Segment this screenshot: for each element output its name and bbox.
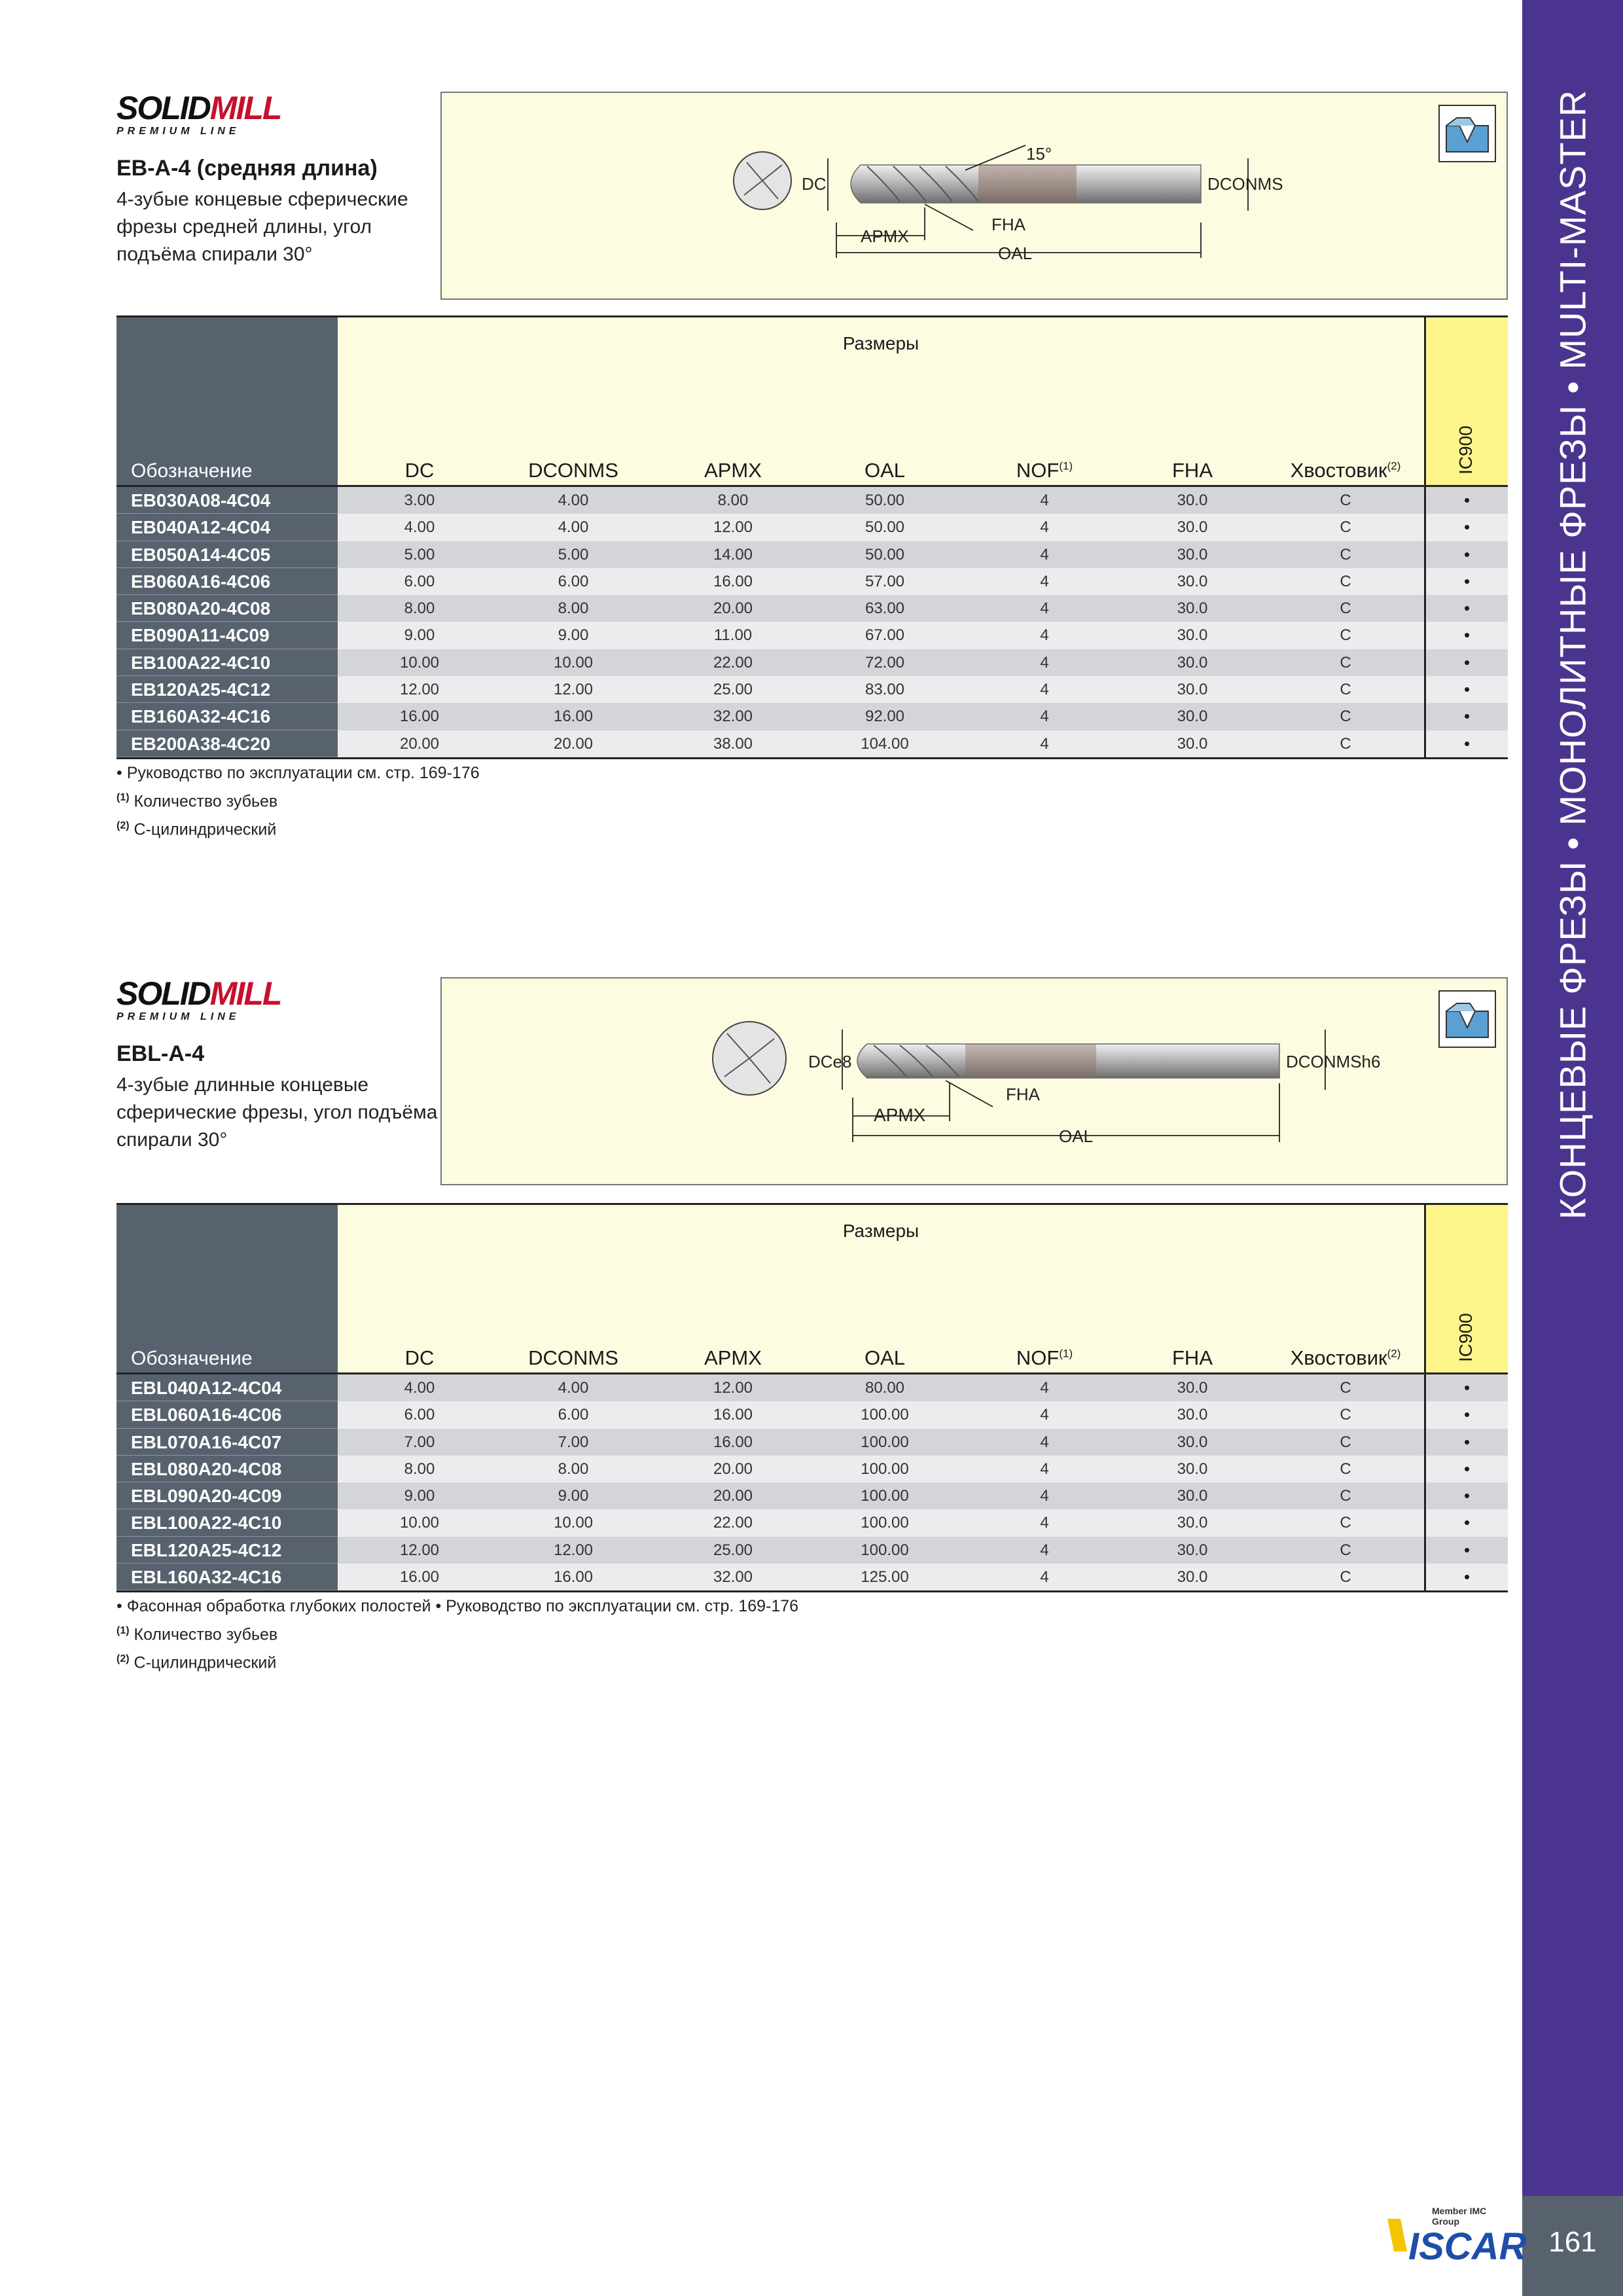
table-row [116,487,1508,514]
page-number-box [1522,2196,1623,2296]
value-cell: 12.00 [713,518,753,537]
value-cell: 6.00 [404,572,435,590]
value-cell: 30.0 [1177,1514,1208,1532]
dimensions-table [116,1203,1508,1592]
dim-dconms: DCONMS [1207,174,1283,194]
value-cell: C [1340,1460,1351,1478]
dim-apmx: APMX [874,1105,926,1125]
value-cell: 30.0 [1177,1541,1208,1559]
value-cell: C [1340,600,1351,618]
dimensions-table [116,315,1508,759]
value-cell: 16.00 [553,708,594,726]
value-cell: 30.0 [1177,545,1208,564]
value-cell: 20.00 [713,1487,753,1505]
availability-cell: • [1424,1429,1508,1456]
value-cell: 100.00 [861,1460,909,1478]
value-cell: 72.00 [865,653,905,672]
table-row [116,1401,1508,1428]
availability-cell: • [1424,514,1508,541]
value-cell: 100.00 [861,1433,909,1451]
value-cell: 4 [1040,734,1049,753]
group-label: Размеры [842,333,919,353]
value-cell: C [1340,518,1351,537]
availability-cell: • [1424,541,1508,568]
table-row [116,1537,1508,1564]
availability-cell: • [1424,595,1508,622]
value-cell: 9.00 [558,1487,589,1505]
designation-cell: EBL160A32-4C16 [116,1564,338,1590]
value-cell: 5.00 [558,545,589,564]
value-cell: 38.00 [713,734,753,753]
value-cell: C [1340,681,1351,699]
value-cell: 9.00 [404,1487,435,1505]
value-cell: 30.0 [1177,600,1208,618]
value-cell: 4.00 [404,1379,435,1397]
availability-cell: • [1424,1374,1508,1401]
value-cell: C [1340,1487,1351,1505]
table-row [116,1564,1508,1590]
value-cell: 20.00 [553,734,594,753]
value-cell: 11.00 [713,626,753,645]
value-cell: 30.0 [1177,1379,1208,1397]
sidebar-category-text: КОНЦЕВЫЕ ФРЕЗЫ • МОНОЛИТНЫЕ ФРЕЗЫ • MULTI-MASTER [1552,89,1594,1220]
value-cell: 3.00 [404,492,435,509]
dim-oal: OAL [998,243,1033,263]
dim-oal: OAL [1059,1126,1094,1146]
value-cell: 50.00 [865,518,905,537]
value-cell: 30.0 [1177,1568,1208,1587]
availability-cell: • [1424,487,1508,514]
designation-cell: EB160A32-4C16 [116,703,338,730]
notes: • Руководство по эксплуатации см. стр. 169-176 $^{(1)}$ Количество зубьев $^{(2)}$ C-цилиндрический [116,764,480,839]
availability-cell: • [1424,1509,1508,1536]
value-cell: 16.00 [713,1406,753,1424]
value-cell: 4.00 [558,1379,589,1397]
col-fha: FHA [1172,1346,1213,1369]
solidmill-logo: SOLIDMILL PREMIUM LINE [116,90,281,137]
value-cell: 30.0 [1177,572,1208,590]
grade-label: IC900 [1455,425,1476,475]
value-cell: 4 [1040,600,1049,618]
dim-angle: 15° [1026,144,1052,164]
col-oal: OAL [864,459,906,482]
value-cell: 83.00 [865,681,905,699]
col-dc: DC [404,1346,435,1369]
dim-dconms: DCONMSh6 [1286,1052,1381,1071]
value-cell: 6.00 [558,572,589,590]
value-cell: 12.00 [713,1379,753,1397]
value-cell: 80.00 [865,1379,905,1397]
table-header: Обозначение Размеры DC DCONMS APMX OAL NOF$^{(1)}$ FHA Хвостовик$^{(2)}$ IC900 [116,1203,1508,1374]
value-cell: 4 [1040,518,1049,537]
value-cell: 6.00 [404,1406,435,1424]
value-cell: 32.00 [713,708,753,726]
value-cell: 20.00 [399,734,440,753]
availability-cell: • [1424,1564,1508,1590]
value-cell: 14.00 [713,545,753,564]
value-cell: 30.0 [1177,681,1208,699]
value-cell: 30.0 [1177,518,1208,537]
value-cell: 22.00 [713,653,753,672]
col-dconms: DCONMS [528,459,618,482]
value-cell: C [1340,1379,1351,1397]
table-row [116,622,1508,649]
value-cell: 4 [1040,1460,1049,1478]
value-cell: 4 [1040,572,1049,590]
table-row [116,703,1508,730]
col-apmx: APMX [704,1346,762,1369]
col-apmx: APMX [704,459,762,482]
table-row [116,1509,1508,1536]
dim-fha: FHA [991,215,1026,234]
designation-cell: EBL120A25-4C12 [116,1537,338,1564]
value-cell: 12.00 [399,681,440,699]
value-cell: 4 [1040,545,1049,564]
value-cell: 4 [1040,626,1049,645]
availability-cell: • [1424,1456,1508,1482]
value-cell: 32.00 [713,1568,753,1587]
value-cell: 4 [1040,681,1049,699]
value-cell: 50.00 [865,492,905,509]
value-cell: 25.00 [713,1541,753,1559]
value-cell: 63.00 [865,600,905,618]
col-oal: OAL [864,1346,906,1369]
value-cell: 50.00 [865,545,905,564]
table-row [116,1429,1508,1456]
value-cell: 8.00 [404,1460,435,1478]
value-cell: C [1340,545,1351,564]
value-cell: 16.00 [713,572,753,590]
value-cell: 100.00 [861,1514,909,1532]
value-cell: 4 [1040,492,1049,509]
value-cell: 4 [1040,1379,1049,1397]
table-row [116,568,1508,595]
designation-cell: EB040A12-4C04 [116,514,338,541]
value-cell: 7.00 [404,1433,435,1451]
value-cell: 4.00 [404,518,435,537]
product-description: 4-зубые концевые сферические фрезы средней длины, угол подъёма спирали 30° [116,188,408,265]
value-cell: 92.00 [865,708,905,726]
value-cell: 16.00 [399,1568,440,1587]
value-cell: 4 [1040,1514,1049,1532]
designation-cell: EB080A20-4C08 [116,595,338,622]
value-cell: 10.00 [399,653,440,672]
col-dconms: DCONMS [528,1346,618,1369]
value-cell: 30.0 [1177,626,1208,645]
value-cell: 20.00 [713,1460,753,1478]
value-cell: 30.0 [1177,1406,1208,1424]
table-row [116,730,1508,757]
value-cell: 30.0 [1177,653,1208,672]
value-cell: C [1340,572,1351,590]
designation-cell: EB120A25-4C12 [116,676,338,703]
value-cell: 4 [1040,1406,1049,1424]
col-shank: Хвостовик$^{(2)}$ [1290,1346,1401,1369]
value-cell: 30.0 [1177,734,1208,753]
table-row [116,649,1508,676]
value-cell: 12.00 [553,1541,594,1559]
dim-dc: DCe8 [808,1052,852,1071]
value-cell: 10.00 [399,1514,440,1532]
iscar-wordmark: ISCAR [1408,2225,1527,2268]
value-cell: 8.00 [558,600,589,618]
value-cell: 12.00 [553,681,594,699]
value-cell: 22.00 [713,1514,753,1532]
value-cell: 8.00 [404,600,435,618]
value-cell: C [1340,1568,1351,1587]
value-cell: 30.0 [1177,1460,1208,1478]
value-cell: 20.00 [713,600,753,618]
value-cell: 5.00 [404,545,435,564]
value-cell: C [1340,1433,1351,1451]
col-shank: Хвостовик$^{(2)}$ [1290,459,1401,482]
product-description: 4-зубые длинные концевые сферические фрезы, угол подъёма спирали 30° [116,1074,438,1151]
tool-drawing [440,92,1508,300]
designation-cell: EB050A14-4C05 [116,541,338,568]
designation-cell: EBL060A16-4C06 [116,1401,338,1428]
value-cell: C [1340,492,1351,509]
value-cell: C [1340,1514,1351,1532]
value-cell: 100.00 [861,1541,909,1559]
col-dc: DC [404,459,435,482]
cavity-icon [1438,990,1496,1048]
value-cell: 6.00 [558,1406,589,1424]
value-cell: 4.00 [558,518,589,537]
designation-cell: EBL080A20-4C08 [116,1456,338,1482]
table-row [116,676,1508,703]
table-header: Обозначение Размеры DC DCONMS APMX OAL NOF$^{(1)}$ FHA Хвостовик$^{(2)}$ IC900 [116,315,1508,487]
designation-cell: EBL070A16-4C07 [116,1429,338,1456]
group-label: Размеры [842,1221,919,1241]
value-cell: 4 [1040,1568,1049,1587]
dim-dc: DC [802,174,827,194]
notes: • Фасонная обработка глубоких полостей • Руководство по эксплуатации см. стр. 169-176 $^{(1)}$ Количество зубьев $^{(2)}$ C-цилиндрический [116,1597,799,1672]
value-cell: 30.0 [1177,1487,1208,1505]
value-cell: C [1340,653,1351,672]
designation-cell: EBL100A22-4C10 [116,1509,338,1536]
sidebar-band [1522,0,1623,2196]
col-nof: NOF$^{(1)}$ [1016,1346,1073,1369]
value-cell: 16.00 [713,1433,753,1451]
tool-drawing [440,977,1508,1185]
solidmill-logo: SOLIDMILL PREMIUM LINE [116,975,281,1022]
member-text: Member IMC Group [1432,2206,1487,2227]
product-title: EBL-A-4 [116,1041,205,1066]
value-cell: 4 [1040,1487,1049,1505]
value-cell: C [1340,708,1351,726]
table-row [116,1482,1508,1509]
value-cell: 57.00 [865,572,905,590]
availability-cell: • [1424,676,1508,703]
availability-cell: • [1424,649,1508,676]
availability-cell: • [1424,703,1508,730]
availability-cell: • [1424,730,1508,757]
value-cell: 10.00 [553,1514,594,1532]
designation-cell: EB090A11-4C09 [116,622,338,649]
cavity-icon [1438,105,1496,162]
value-cell: 30.0 [1177,708,1208,726]
table-row [116,514,1508,541]
value-cell: 9.00 [558,626,589,645]
designation-cell: EB030A08-4C04 [116,487,338,514]
value-cell: 125.00 [861,1568,909,1587]
value-cell: 30.0 [1177,492,1208,509]
value-cell: 30.0 [1177,1433,1208,1451]
value-cell: C [1340,626,1351,645]
table-row [116,595,1508,622]
dim-apmx: APMX [861,226,909,246]
value-cell: 8.00 [717,492,749,509]
value-cell: 25.00 [713,681,753,699]
availability-cell: • [1424,622,1508,649]
value-cell: 4 [1040,1541,1049,1559]
value-cell: 4 [1040,708,1049,726]
dim-fha: FHA [1006,1085,1040,1104]
value-cell: 100.00 [861,1406,909,1424]
availability-cell: • [1424,1401,1508,1428]
value-cell: 10.00 [553,653,594,672]
designation-cell: EBL040A12-4C04 [116,1374,338,1401]
value-cell: 67.00 [865,626,905,645]
iscar-logo [1381,2206,1527,2284]
value-cell: 4.00 [558,492,589,509]
table-row [116,1456,1508,1482]
col-fha: FHA [1172,459,1213,482]
page-number: 161 [1548,2226,1597,2258]
value-cell: C [1340,1541,1351,1559]
value-cell: 8.00 [558,1460,589,1478]
value-cell: 16.00 [399,708,440,726]
value-cell: 100.00 [861,1487,909,1505]
availability-cell: • [1424,568,1508,595]
designation-cell: EB100A22-4C10 [116,649,338,676]
table-row [116,541,1508,568]
value-cell: 104.00 [861,734,909,753]
product-title: EB-A-4 (средняя длина) [116,156,378,181]
value-cell: 12.00 [399,1541,440,1559]
table-row [116,1374,1508,1401]
value-cell: C [1340,734,1351,753]
designation-cell: EB200A38-4C20 [116,730,338,757]
value-cell: 7.00 [558,1433,589,1451]
availability-cell: • [1424,1482,1508,1509]
value-cell: 4 [1040,1433,1049,1451]
designation-cell: EBL090A20-4C09 [116,1482,338,1509]
availability-cell: • [1424,1537,1508,1564]
value-cell: 16.00 [553,1568,594,1587]
grade-label: IC900 [1455,1313,1476,1362]
designation-cell: EB060A16-4C06 [116,568,338,595]
value-cell: C [1340,1406,1351,1424]
value-cell: 9.00 [404,626,435,645]
value-cell: 4 [1040,653,1049,672]
col-nof: NOF$^{(1)}$ [1016,459,1073,482]
